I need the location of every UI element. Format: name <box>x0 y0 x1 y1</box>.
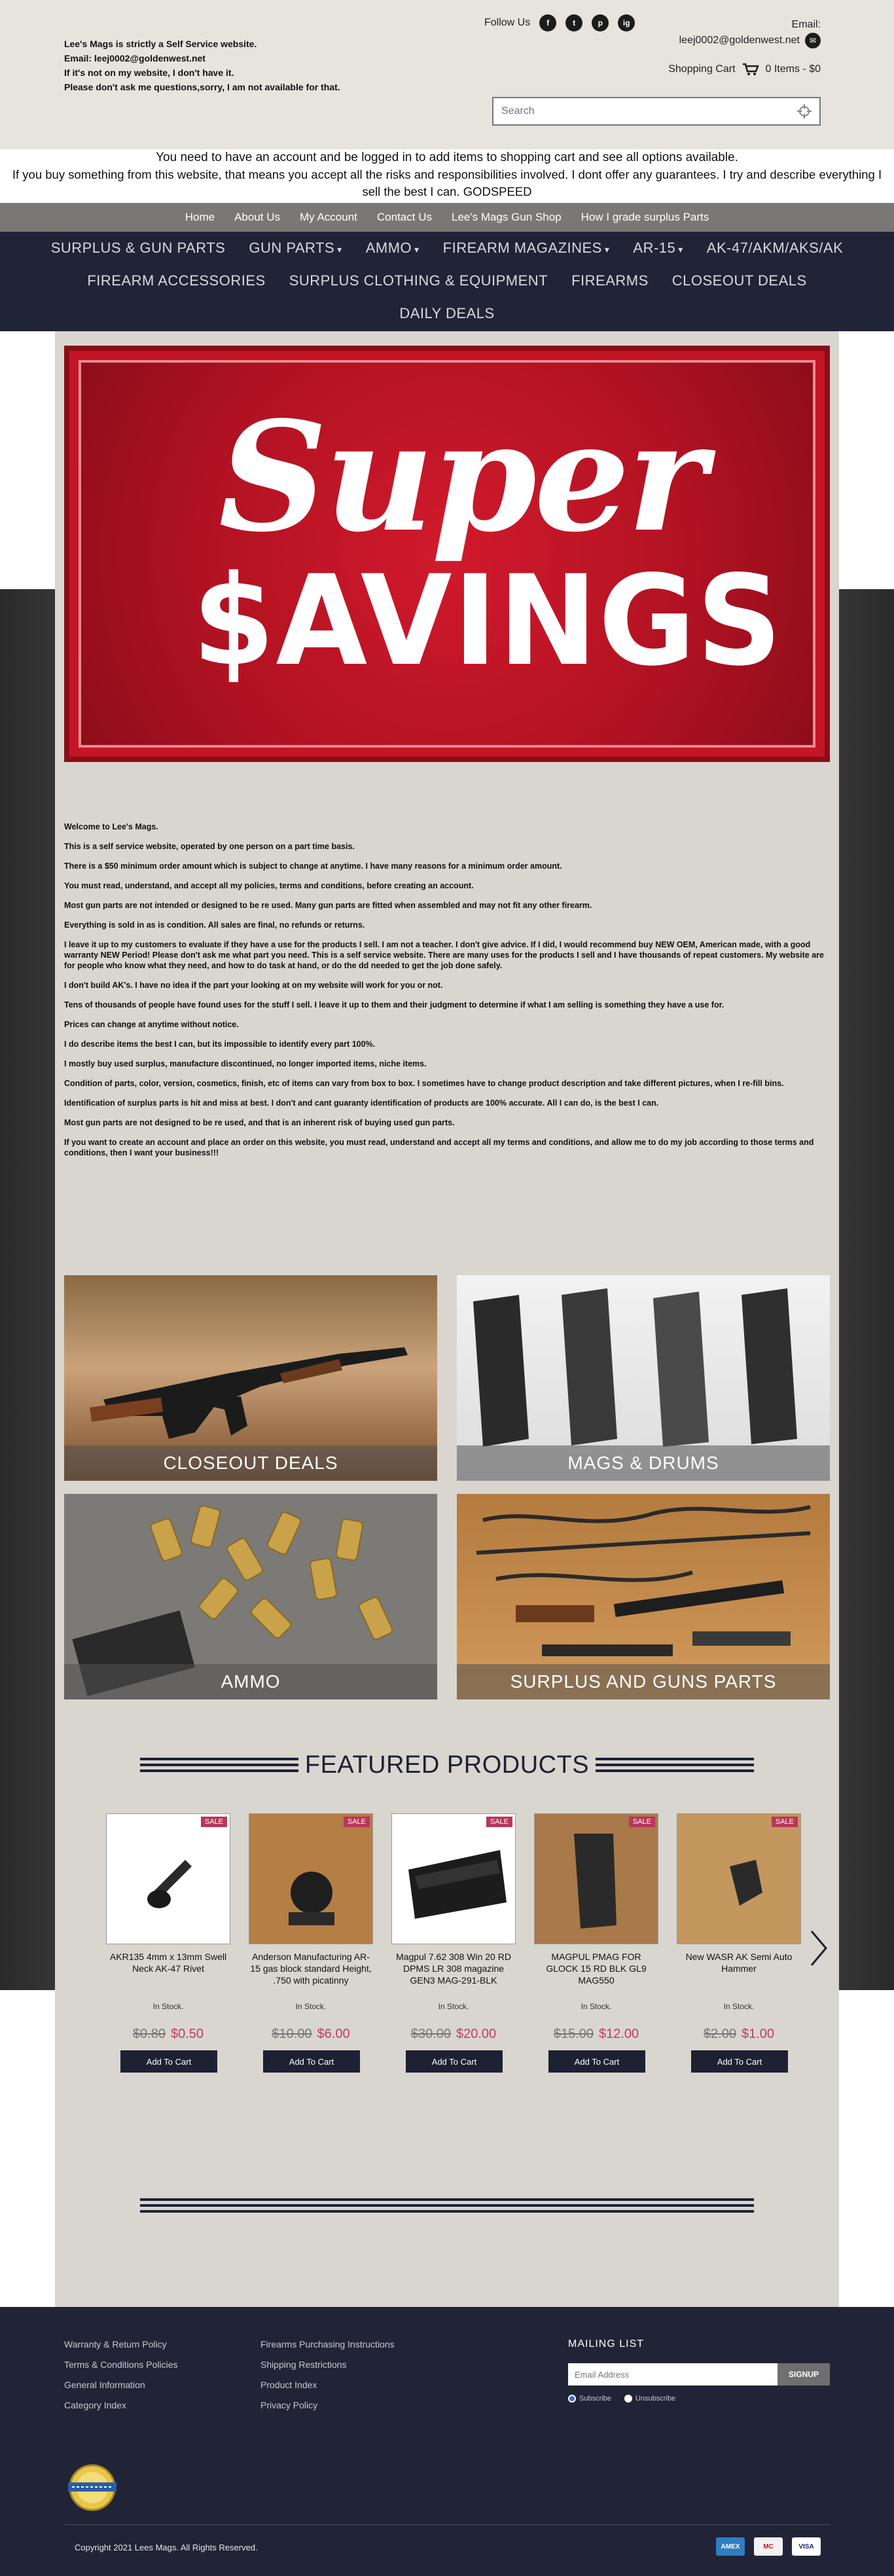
amex-icon: AMEX <box>716 2537 745 2556</box>
product-price <box>677 2027 801 2042</box>
instagram-icon[interactable]: ig <box>618 14 635 31</box>
policy-paragraph: If you want to create an account and place an order on this website, you must read, understand and accept all my terms and conditions, and allow me to do my job according to those terms and conditions, then I want your business!!! <box>64 1138 814 1157</box>
banner-frame <box>79 360 815 748</box>
cart-label[interactable]: Shopping Cart <box>668 63 736 75</box>
crosshair-search-icon[interactable] <box>797 104 812 118</box>
nav-grade-parts[interactable]: How I grade surplus Parts <box>581 211 709 223</box>
product-card[interactable] <box>677 1813 801 2067</box>
cat-daily-deals[interactable]: DAILY DEALS <box>399 305 495 321</box>
product-price <box>534 2027 658 2042</box>
unsubscribe-label: Unsubscribe <box>635 2395 676 2403</box>
radio-selected-icon[interactable] <box>568 2395 576 2403</box>
nav-about-us[interactable]: About Us <box>234 211 281 223</box>
cat-label: FIREARM MAGAZINES <box>442 240 602 256</box>
email-address[interactable]: leej0002@goldenwest.net <box>679 35 800 46</box>
stock-status: In Stock. <box>581 2002 612 2011</box>
footer-link[interactable]: Shipping Restrictions <box>260 2359 347 2370</box>
old-price: $10.00 <box>272 2027 312 2041</box>
policy-paragraph: I do describe items the best I can, but its impossible to identify every part 100%. <box>64 1040 376 1049</box>
category-nav <box>0 232 894 331</box>
sale-badge: SALE <box>486 1817 512 1827</box>
cat-surplus-gun-parts[interactable] <box>51 240 226 257</box>
sale-price: $0.50 <box>171 2027 204 2041</box>
super-savings-banner[interactable] <box>64 346 830 762</box>
policy-paragraph: There is a $50 minimum order amount which is subject to change at anytime. I have many reasons for a minimum order amount. <box>64 862 562 871</box>
nav-home[interactable]: Home <box>185 211 215 223</box>
facebook-icon[interactable]: f <box>539 14 556 31</box>
cart-icon[interactable] <box>742 63 759 76</box>
cat-label: AK-47/AKM/AKS/AK <box>706 240 844 256</box>
product-name[interactable]: Magpul 7.62 308 Win 20 RD DPMS LR 308 magazine GEN3 MAG-291-BLK <box>396 1951 511 1986</box>
sale-price: $12.00 <box>599 2027 639 2041</box>
tile-ammo[interactable] <box>64 1494 437 1699</box>
add-to-cart-button[interactable]: Add To Cart <box>406 2050 503 2073</box>
store-info <box>64 37 340 94</box>
radio-unselected-icon[interactable] <box>624 2395 632 2403</box>
gas-block-image <box>249 1814 373 1944</box>
product-image[interactable] <box>106 1813 230 1944</box>
mailing-list-title: MAILING LIST <box>568 2338 645 2349</box>
sale-price: $1.00 <box>742 2027 775 2041</box>
cat-label: GUN PARTS <box>249 240 335 256</box>
authorize-net-seal[interactable] <box>63 2463 122 2513</box>
chevron-down-icon: ▾ <box>337 244 342 255</box>
product-image[interactable] <box>677 1813 801 1944</box>
cat-label: AMMO <box>365 240 412 256</box>
add-to-cart-button[interactable]: Add To Cart <box>120 2050 217 2073</box>
subscribe-radio[interactable] <box>568 2395 611 2403</box>
search-input[interactable] <box>501 105 797 117</box>
account-notice <box>0 149 894 200</box>
hammer-image <box>677 1814 801 1944</box>
cat-gun-parts[interactable] <box>249 240 342 257</box>
policy-paragraph: Most gun parts are not intended or designed to be re used. Many gun parts are fitted when assembled and may not fit any other firearm. <box>64 901 592 910</box>
chevron-down-icon: ▾ <box>604 244 610 255</box>
signup-button[interactable]: SIGNUP <box>778 2363 830 2386</box>
cat-label: AR-15 <box>633 240 676 256</box>
chevron-down-icon: ▾ <box>414 244 420 255</box>
tile-label: MAGS & DRUMS <box>457 1445 830 1481</box>
subscribe-options <box>568 2395 675 2403</box>
cat-firearms[interactable]: FIREARMS <box>571 272 649 289</box>
product-price <box>106 2027 230 2042</box>
policy-paragraph: This is a self service website, operated by one person on a part time basis. <box>64 842 355 851</box>
product-name[interactable]: AKR135 4mm x 13mm Swell Neck AK-47 Rivet <box>109 1951 227 1974</box>
footer-link[interactable]: Firearms Purchasing Instructions <box>260 2339 395 2349</box>
cat-ammo[interactable] <box>366 240 420 257</box>
footer-links-col1 <box>64 2334 178 2416</box>
footer-link[interactable]: Category Index <box>64 2400 126 2410</box>
magazine-image <box>392 1814 516 1944</box>
chevron-down-icon: ▾ <box>678 244 683 255</box>
tile-label: SURPLUS AND GUNS PARTS <box>457 1664 830 1699</box>
mastercard-icon: MC <box>754 2537 783 2556</box>
sale-badge: SALE <box>344 1817 370 1827</box>
notice-line: You need to have an account and be logged in to add items to shopping cart and see all options available. <box>156 151 738 164</box>
add-to-cart-button[interactable]: Add To Cart <box>263 2050 360 2073</box>
twitter-icon[interactable]: t <box>565 14 582 31</box>
old-price: $2.00 <box>703 2027 736 2041</box>
cat-ak47[interactable] <box>707 240 844 257</box>
main-nav <box>0 203 894 232</box>
tile-mags-drums[interactable] <box>457 1275 830 1481</box>
policy-paragraph: Welcome to Lee's Mags. <box>64 822 158 831</box>
old-price: $0.80 <box>132 2027 166 2041</box>
store-info-line: Email: leej0002@goldenwest.net <box>64 53 206 63</box>
policy-paragraph: Condition of parts, color, version, cosmetics, finish, etc of items can vary from box to box. I sometimes have to change product description and take different pictures, when I re-fill bins. <box>64 1079 784 1088</box>
sale-price: $6.00 <box>317 2027 350 2041</box>
footer-link[interactable]: Warranty & Return Policy <box>64 2339 167 2349</box>
sale-badge: SALE <box>629 1817 655 1827</box>
shopping-cart[interactable] <box>668 63 821 76</box>
policy-paragraph: Identification of surplus parts is hit and miss at best. I don't and cant guaranty identification of products are 100% accurate. All I can do, is the best I can. <box>64 1098 659 1108</box>
add-to-cart-button[interactable]: Add To Cart <box>691 2050 788 2073</box>
stock-status: In Stock. <box>152 2002 184 2011</box>
chevron-right-icon[interactable] <box>809 1930 829 1967</box>
cat-closeout-deals[interactable]: CLOSEOUT DEALS <box>671 272 807 289</box>
old-price: $30.00 <box>410 2027 451 2041</box>
notice-line: sell the best I can. GODSPEED <box>362 185 532 198</box>
stock-status: In Stock. <box>723 2002 755 2011</box>
product-price <box>249 2027 373 2042</box>
tile-label: CLOSEOUT DEALS <box>64 1445 437 1481</box>
featured-products-title: FEATURED PRODUCTS <box>304 1751 590 1779</box>
product-name[interactable]: Anderson Manufacturing AR-15 gas block standard Height, .750 with picatinny <box>250 1951 372 1986</box>
tile-label: AMMO <box>64 1664 437 1699</box>
cat-surplus-clothing[interactable]: SURPLUS CLOTHING & EQUIPMENT <box>289 272 548 289</box>
policy-paragraph: Most gun parts are not designed to be re used, and that is an inherent risk of buying used gun parts. <box>64 1118 455 1127</box>
old-price: $15.00 <box>553 2027 594 2041</box>
cat-firearm-accessories[interactable]: FIREARM ACCESSORIES <box>87 272 266 289</box>
follow-us <box>484 14 635 31</box>
sale-badge: SALE <box>201 1817 227 1827</box>
payment-cards <box>716 2537 821 2556</box>
follow-us-label: Follow Us <box>484 17 531 28</box>
cat-firearm-magazines[interactable] <box>443 240 610 257</box>
rivet-image <box>107 1814 230 1944</box>
banner-savings-text: $AVINGS <box>192 549 783 693</box>
copyright: Copyright 2021 Lees Mags. All Rights Reserved. <box>75 2543 258 2552</box>
heading-stripes-left <box>140 1758 298 1772</box>
product-card[interactable] <box>106 1813 230 2067</box>
section-divider-stripes <box>140 2198 754 2213</box>
product-name[interactable]: MAGPUL PMAG FOR GLOCK 15 RD BLK GL9 MAG550 <box>546 1951 647 1986</box>
product-card[interactable] <box>249 1813 373 2067</box>
policy-paragraph: Tens of thousands of people have found uses for the stuff I sell. I leave it up to them and their judgment to determine if what I am selling is something they have a use for. <box>64 1000 724 1009</box>
store-policy <box>64 822 830 1167</box>
footer-link[interactable]: General Information <box>64 2380 145 2390</box>
cat-label: SURPLUS & GUN PARTS <box>50 240 226 256</box>
email-block <box>679 17 821 48</box>
nav-my-account[interactable]: My Account <box>300 211 357 223</box>
policy-paragraph: You must read, understand, and accept all my policies, terms and conditions, before creating an account. <box>64 881 474 890</box>
subscribe-label: Subscribe <box>579 2395 611 2403</box>
product-image[interactable] <box>391 1813 516 1944</box>
product-card[interactable] <box>534 1813 658 2067</box>
footer-divider <box>64 2524 830 2525</box>
glock-mag-image <box>535 1814 658 1944</box>
store-info-line: Lee's Mags is strictly a Self Service website. <box>64 39 257 49</box>
nav-contact-us[interactable]: Contact Us <box>376 211 432 223</box>
product-image[interactable] <box>249 1813 373 1944</box>
stock-status: In Stock. <box>438 2002 469 2011</box>
email-label: Email: <box>791 19 821 30</box>
footer-link[interactable]: Terms & Conditions Policies <box>64 2359 178 2370</box>
newsletter-email-input[interactable] <box>568 2363 778 2386</box>
product-price <box>391 2027 516 2042</box>
policy-paragraph: I leave it up to my customers to evaluate if they have a use for the products I sell. I am not a teacher. I don't give advice. If I did, I would recommend buy NEW OEM, American made, with a good warranty NEW Period! Please don't ask me what part you need. This is a self service website. There are many uses for the products I sell and I have thousands of repeat customers. My website are for people who know what they need, and how to do task at hand, or do the dd needed to get the job done safely. <box>64 940 824 970</box>
product-card[interactable] <box>391 1813 516 2067</box>
footer-link[interactable]: Privacy Policy <box>260 2400 318 2410</box>
pinterest-icon[interactable]: p <box>592 14 609 31</box>
search-bar[interactable] <box>492 97 821 126</box>
product-name[interactable]: New WASR AK Semi Auto Hammer <box>685 1951 793 1974</box>
store-info-line: If it's not on my website, I don't have it. <box>64 67 234 78</box>
banner-super-text: Super <box>219 389 704 566</box>
tile-surplus-guns-parts[interactable] <box>457 1494 830 1699</box>
tile-closeout-deals[interactable] <box>64 1275 437 1481</box>
sale-badge: SALE <box>772 1817 798 1827</box>
product-image[interactable] <box>534 1813 658 1944</box>
notice-line: If you buy something from this website, that means you accept all the risks and responsibilities involved. I dont offer any guarantees. I try and describe everything I <box>12 168 882 181</box>
sale-price: $20.00 <box>456 2027 497 2041</box>
cat-ar15[interactable] <box>633 240 683 257</box>
unsubscribe-radio[interactable] <box>624 2395 675 2403</box>
add-to-cart-button[interactable]: Add To Cart <box>548 2050 645 2073</box>
store-info-line: Please don't ask me questions,sorry, I am not available for that. <box>64 82 340 92</box>
policy-paragraph: I mostly buy used surplus, manufacture discontinued, no longer imported items, niche items. <box>64 1059 427 1068</box>
footer-link[interactable]: Product Index <box>260 2380 317 2390</box>
policy-paragraph: Prices can change at anytime without notice. <box>64 1020 239 1029</box>
policy-paragraph: Everything is sold in as is condition. All sales are final, no refunds or returns. <box>64 920 365 930</box>
heading-stripes-right <box>596 1758 754 1772</box>
policy-paragraph: I don't build AK's. I have no idea if the part your looking at on my website will work for you or not. <box>64 981 443 990</box>
envelope-icon[interactable]: ✉ <box>805 33 821 48</box>
visa-icon: VISA <box>792 2537 821 2556</box>
stock-status: In Stock. <box>295 2002 327 2011</box>
featured-products-heading <box>140 1745 754 1785</box>
nav-gun-shop[interactable]: Lee's Mags Gun Shop <box>451 211 562 223</box>
cart-count[interactable]: 0 Items - $0 <box>765 63 821 75</box>
footer-links-col2 <box>260 2334 395 2416</box>
